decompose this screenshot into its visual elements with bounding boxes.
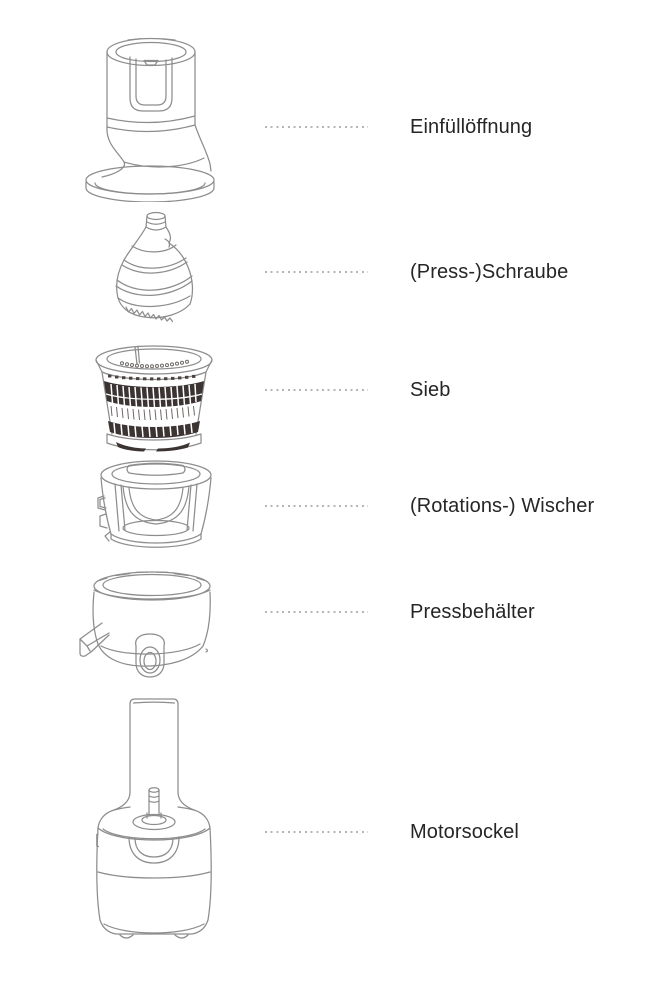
juicer-motor-base-illustration bbox=[96, 696, 212, 944]
juicer-wiper-illustration bbox=[96, 458, 214, 556]
part-label-rotations-wischer: (Rotations-) Wischer bbox=[410, 495, 595, 517]
juicer-hopper-illustration bbox=[80, 30, 220, 202]
part-label-press-schraube: (Press-)Schraube bbox=[410, 261, 569, 283]
part-label-pressbehaelter: Pressbehälter bbox=[410, 601, 535, 623]
leader-line bbox=[265, 505, 368, 507]
wiper-icon bbox=[96, 458, 214, 556]
strainer-icon bbox=[94, 344, 214, 452]
leader-line bbox=[265, 831, 368, 833]
part-label-sieb: Sieb bbox=[410, 379, 451, 401]
juicer-strainer-illustration bbox=[94, 344, 214, 452]
leader-line bbox=[265, 126, 368, 128]
juicer-press-container-illustration bbox=[76, 570, 212, 682]
press-container-icon bbox=[76, 570, 212, 682]
press-screw-icon bbox=[112, 208, 204, 332]
leader-line bbox=[265, 271, 368, 273]
part-label-einfuelloeffnung: Einfüllöffnung bbox=[410, 116, 533, 138]
motor-base-icon bbox=[96, 696, 212, 944]
leader-line bbox=[265, 611, 368, 613]
hopper-icon bbox=[80, 30, 220, 202]
leader-line bbox=[265, 389, 368, 391]
part-label-motorsockel: Motorsockel bbox=[410, 821, 519, 843]
juicer-press-screw-illustration bbox=[112, 208, 204, 332]
